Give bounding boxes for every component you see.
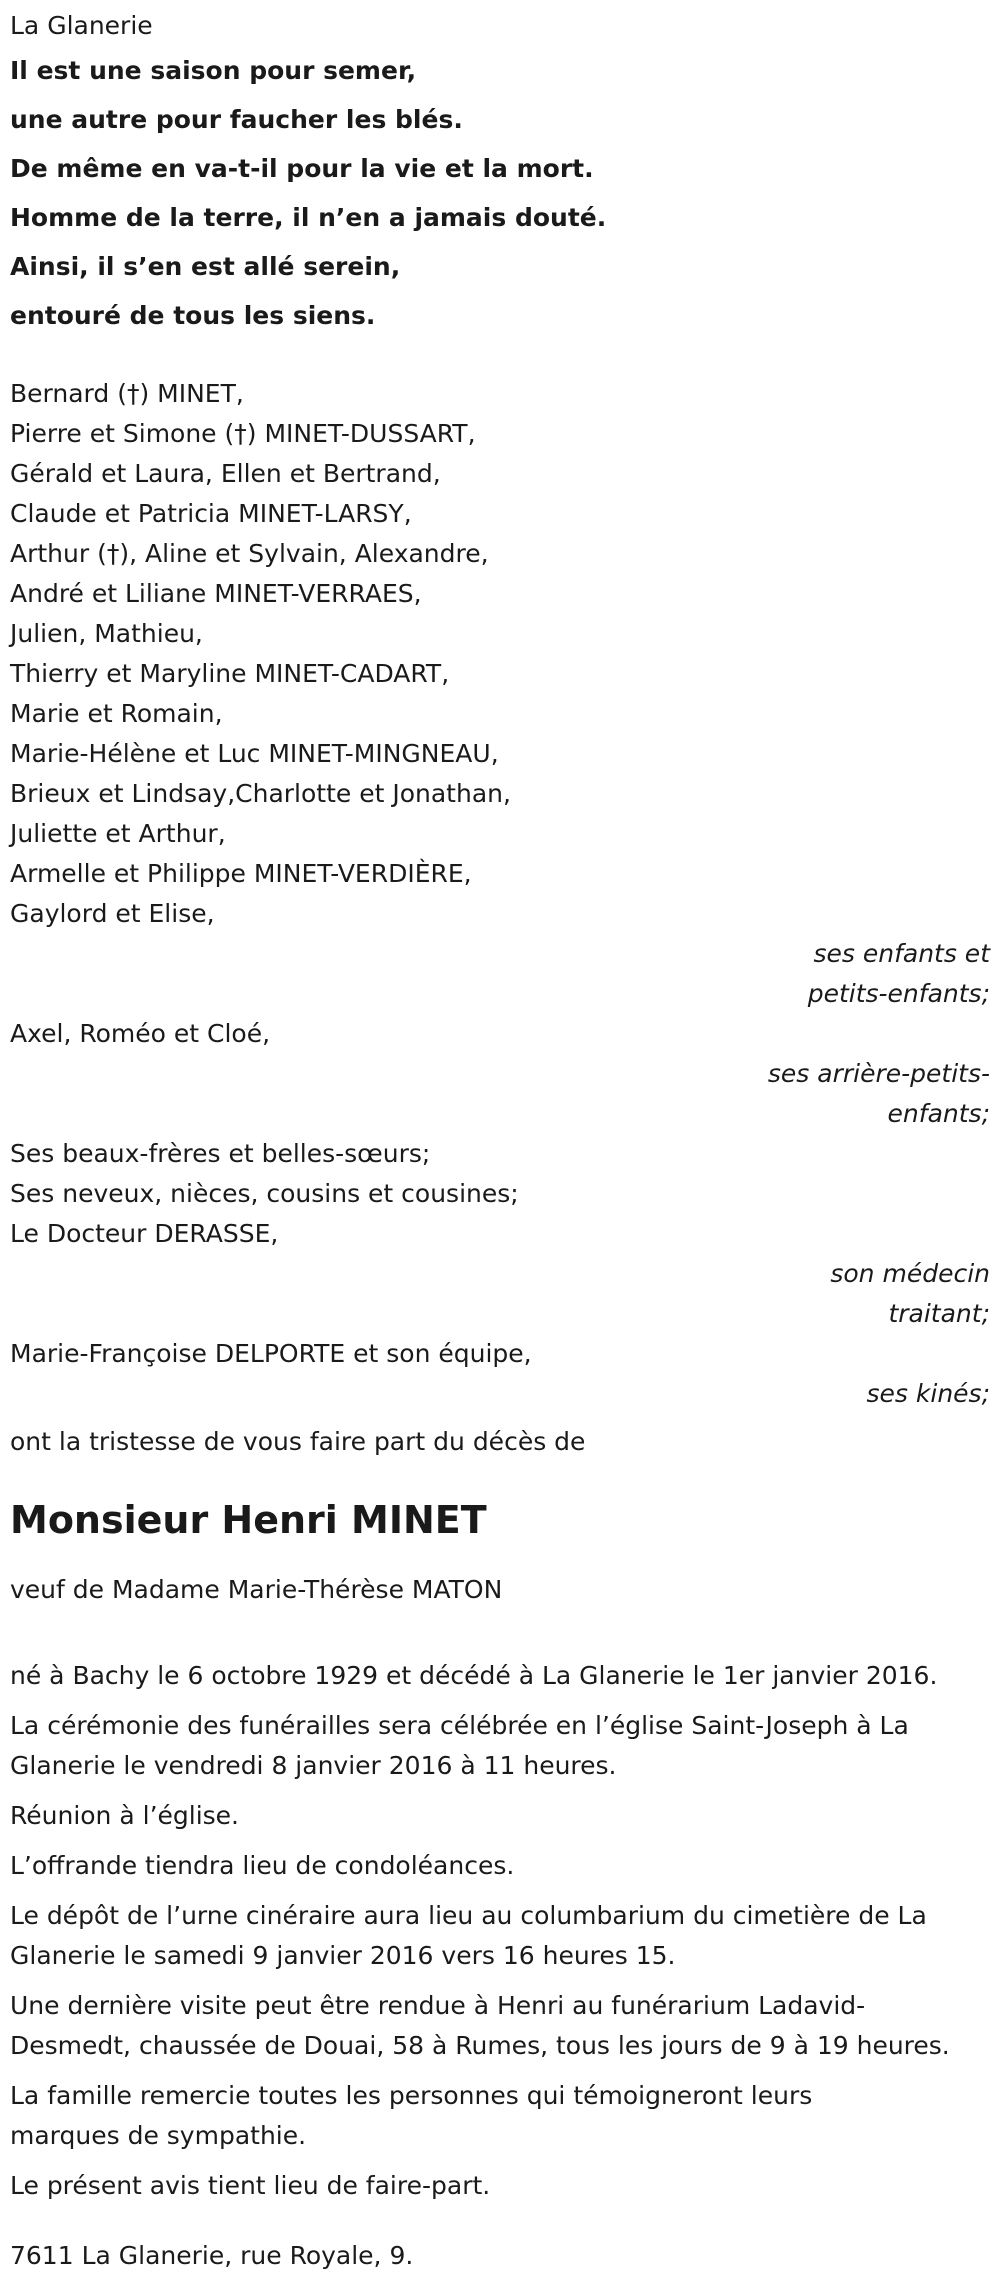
announcement: ont la tristesse de vous faire part du décès de [10,1427,586,1456]
poem-line: Homme de la terre, il n’en a jamais douté. [10,203,607,232]
relation-line: enfants; [887,1099,990,1128]
family-line: Arthur (†), Aline et Sylvain, Alexandre, [10,539,489,568]
detail-paragraph: Réunion à l’église. [10,1801,240,1830]
poem-line: entouré de tous les siens. [10,301,376,330]
deceased-name: Monsieur Henri MINET [10,1498,487,1542]
detail-paragraph: Une dernière visite peut être rendue à Henri au funérarium Ladavid- Desmedt, chaussée de Douai, 58 à Rumes, tous les jours de 9 à 19 heures. [10,1991,950,2060]
family-line: Ses beaux-frères et belles-sœurs; [10,1139,431,1168]
family-line: Pierre et Simone (†) MINET-DUSSART, [10,419,476,448]
family-line: André et Liliane MINET-VERRAES, [10,579,422,608]
family-line: Juliette et Arthur, [10,819,226,848]
family-line: Julien, Mathieu, [10,619,203,648]
poem-line: De même en va-t-il pour la vie et la mort. [10,154,594,183]
detail-paragraph: L’offrande tiendra lieu de condoléances. [10,1851,515,1880]
relation-line: ses enfants et [813,939,990,968]
family-line: Marie et Romain, [10,699,223,728]
poem [10,46,990,340]
detail-paragraph: né à Bachy le 6 octobre 1929 et décédé à La Glanerie le 1er janvier 2016. [10,1661,938,1690]
detail-paragraph: Le présent avis tient lieu de faire-part. [10,2171,491,2200]
family-line: Armelle et Philippe MINET-VERDIÈRE, [10,859,472,888]
family-line: Gérald et Laura, Ellen et Bertrand, [10,459,441,488]
place-header: La Glanerie [10,11,153,40]
relation-line: son médecin [830,1259,990,1288]
relation-line: petits-enfants; [807,979,990,1008]
family-line: Thierry et Maryline MINET-CADART, [10,659,450,688]
family-line: Axel, Roméo et Cloé, [10,1019,271,1048]
relation-line: traitant; [888,1299,990,1328]
family-line: Claude et Patricia MINET-LARSY, [10,499,412,528]
obituary-notice [0,6,1000,2268]
family-line: Marie-Hélène et Luc MINET-MINGNEAU, [10,739,499,768]
relation-line: ses kinés; [866,1379,990,1408]
detail-paragraph: La cérémonie des funérailles sera célébrée en l’église Saint-Joseph à La Glanerie le vendredi 8 janvier 2016 à 11 heures. [10,1711,909,1780]
poem-line: Il est une saison pour semer, [10,56,417,85]
widower-of: veuf de Madame Marie-Thérèse MATON [10,1575,503,1604]
family-line: Marie-Françoise DELPORTE et son équipe, [10,1339,532,1368]
family-line: Bernard (†) MINET, [10,379,244,408]
family-line: Le Docteur DERASSE, [10,1219,279,1248]
relation-label [10,934,990,1014]
family-line: Ses neveux, nièces, cousins et cousines; [10,1179,519,1208]
address: 7611 La Glanerie, rue Royale, 9. [10,2241,414,2270]
relation-line: ses arrière-petits- [767,1059,990,1088]
relation-label [10,1374,990,1414]
funeral-details [10,1656,990,2206]
family-line: Gaylord et Elise, [10,899,215,928]
family-list [10,374,990,1414]
poem-line: Ainsi, il s’en est allé serein, [10,252,401,281]
relation-label [10,1054,990,1134]
relation-label [10,1254,990,1334]
poem-line: une autre pour faucher les blés. [10,105,463,134]
family-line: Brieux et Lindsay,Charlotte et Jonathan, [10,779,511,808]
detail-paragraph: Le dépôt de l’urne cinéraire aura lieu au columbarium du cimetière de La Glanerie le samedi 9 janvier 2016 vers 16 heures 15. [10,1901,927,1970]
detail-paragraph: La famille remercie toutes les personnes qui témoigneront leurs marques de sympathie. [10,2081,813,2150]
